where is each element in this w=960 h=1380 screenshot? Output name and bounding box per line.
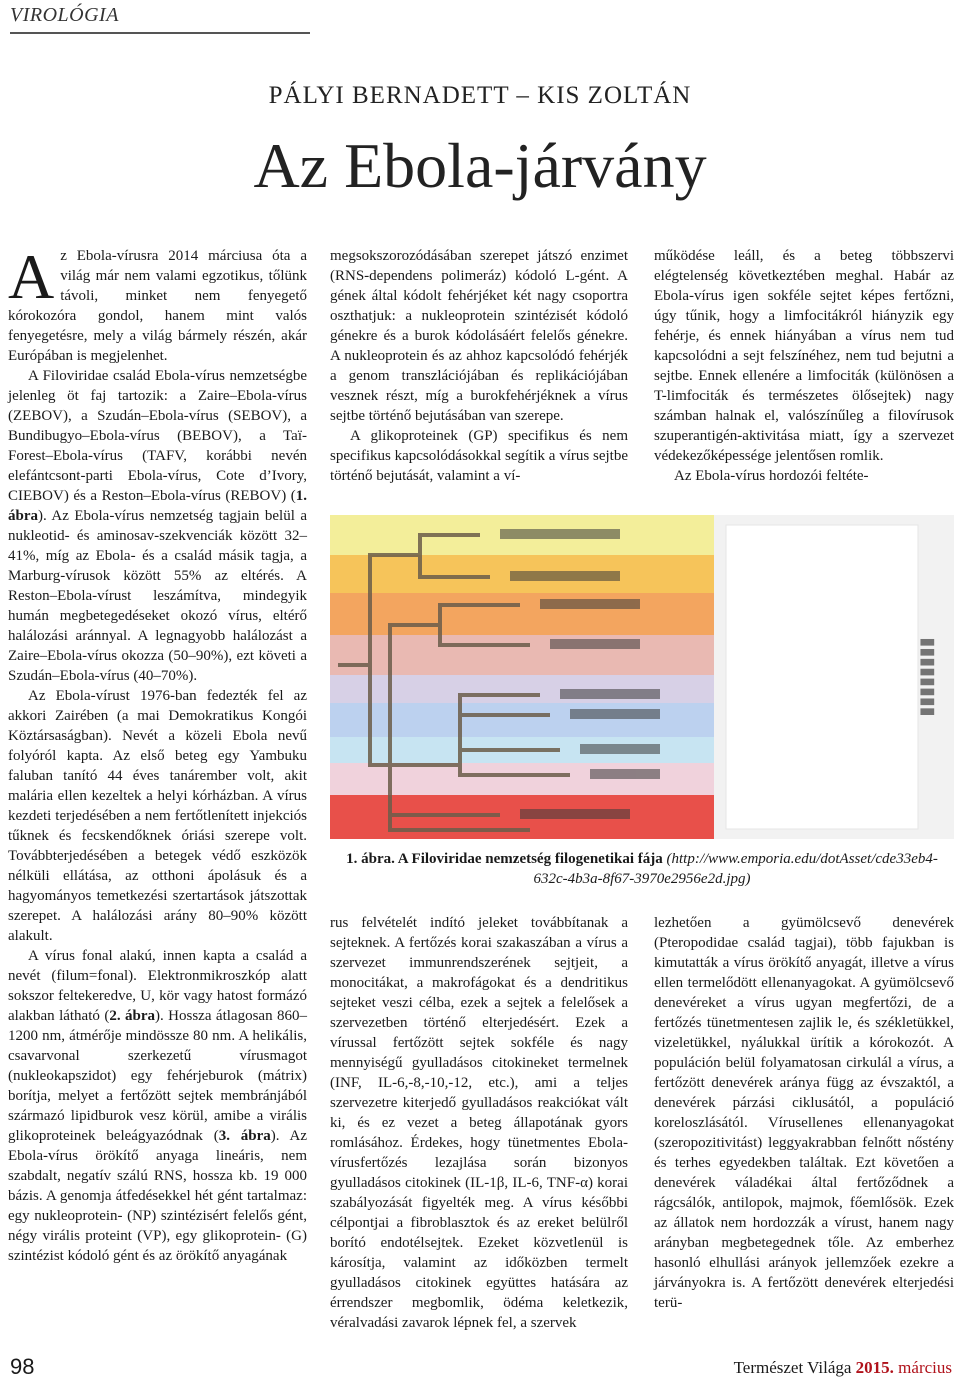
journal-footer	[734, 1358, 952, 1378]
column-3-top	[654, 246, 954, 486]
paragraph-carriers-start: Az Ebola-vírus hordozói feltéte-	[674, 468, 869, 484]
phylogenetic-tree-figure	[330, 515, 954, 839]
paragraph-species: A Filoviridae család Ebola-vírus nemzetségbe jelenleg öt faj tartozik: a Zaire–Ebola-vírus (ZEBOV), a Szudán–Ebola-vírus (SEBOV), a Bundibugyo–Ebola-vírus (BEBOV), a Taï-Forest–Ebola-vírus (TAFV, korábbi nevén elefántcsont-parti Ebola-vírus, Cote d’Ivory, CIEBOV) és a Reston–Ebola-vírus (REBOV) (1. ábra). Az Ebola-vírus nemzetség tagjain belül a nukleotid- és aminosav-szekvenciák között 32–41%, míg az Ebola- és a család másik tagja, a Marburg-vírusok között 55% az eltérés. A Reston–Ebola-vírust leszámítva, mindegyik humán megbetegedéseket okozó vírus, eltérő halálozási aránnyal. A legnagyobb halálozást a Zaire–Ebola-vírus okozza (50–90%), ezt követi a Szudán–Ebola-vírus (40–70%).	[8, 368, 307, 684]
color-band	[330, 635, 714, 675]
paragraph-bats: lezhetően a gyümölcsevő denevérek (Pteropodidae család tagjai), több fajukban is kimutatták a vírus örökítő anyagát, illetve a vírus ellen termelődött ellenanyagokat. A gyümölcsevő denevéreket a vírus ugyan megfertőzi, de a fertőzés tünetmentesen zajlik le, és székletükkel, vizeletükkel, nyálukkal ürítik a kórokozót. A populáción belül folyamatosan cirkulál a vírus, a fertőzött denevérek aránya függ az évszaktól, a denevérek párzási ciklusától, a populáció koreloszlásától. Vírusellenes ellenanyagokat (szeropozitivitást) leggyakrabban felnőtt nőstény és terhes egyedekben találtak. Ezt követően a denevérek váladékai által fertőződnek a rágcsálók, antilopok, majmok, főemlősök. Ezek az állatok nem hordozzák a vírust, hanem nagy arányban megbetegednek tőle. Az emberhez hasonló elhullási arányok jellemzőek ezekre a járványokra is. A fertőzött denevérek elterjedési terü-	[654, 915, 954, 1311]
author-line: PÁLYI BERNADETT – KIS ZOLTÁN	[268, 82, 692, 109]
phylogenetic-tree-image	[330, 515, 954, 839]
paragraph-glycoproteins: A glikoproteinek (GP) specifikus és nem specifikus kapcsolódásokkal segítik a vírus sejtbe történő bejutását, valamint a ví-	[330, 428, 628, 484]
paragraph-immune-response: rus felvételét indító jeleket továbbítanak a sejteknek. A fertőzés korai szakaszában a vírus a szervezet immunrendszerének sejtjeit, a monocitákat, a makrofágokat és a dendritikus sejteket veszi célba, ezek a sejtek a felelősek a szervezetben történő elterjedésért. Ezek a vírussal fertőzött sejtek sokféle és nagy mennyiségű gyulladásos citokineket termelnek (INF, IL-6,-8,-10,-12, etc.), ami a teljes szervezetre kiterjedő gyulladásos reakciókat vált ki, és ez vezet a beteg állapotának gyors romlásához. Érdekes, hogy tünetmentes Ebola-vírusfertőzés lezajlása során bizonyos gyulladásos citokinek (IL-1β, IL-6, TNF-α) korai szabályozását figyelték meg. A vírus későbbi célpontjai a fibroblasztok és az ereket belülről borító endotélsejtek. Ezeket közvetlenül is károsítja, valamint az időközben termelt gyulladásos citokinek együttes hatására az érrendszer megbomlik, ödéma keletkezik, véralvadási zavarok lépnek fel, a szervek	[330, 915, 628, 1331]
intro-paragraph: Az Ebola-vírusra 2014 márciusa óta a világ már nem valami egzotikus, tőlünk távoli, minket nem fenyegető kórokozóra gondol, hanem mint valós fenyegetésre, mely a világ bármely részén, akár Európában is megjelenhet.	[8, 241, 307, 364]
paragraph-genes: megsokszorozódásában szerepet játszó enzimet (RNS-dependens polimeráz) kódoló L-gént. A gének által kódolt fehérjéket két nagy csoportra oszthatjuk: a nukleoprotein szintézisét kódoló génekre és a burok kódolásáért felelős génekre. A nukleoprotein és az ahhoz kapcsolódó fehérjék a genom transzlációjában és replikációjában vesznek részt, míg a burokfehérjéknek a vírus sejtbe történő bejutásában van szerepe.	[330, 248, 628, 424]
figure-caption	[330, 849, 954, 889]
figure-ref: 1. ábra	[8, 488, 307, 524]
journal-month: március	[898, 1358, 952, 1377]
column-2-bottom	[330, 913, 628, 1333]
journal-year: 2015.	[855, 1358, 894, 1377]
svg-text:▮▮▮▮▮▮▮▮: ▮▮▮▮▮▮▮▮	[916, 637, 936, 717]
figure-ref: 3. ábra	[218, 1128, 271, 1144]
drop-cap: A	[8, 241, 55, 312]
figure-ref: 2. ábra	[109, 1008, 155, 1024]
paragraph-structure: A vírus fonal alakú, innen kapta a család a nevét (filum=fonal). Elektronmikroszkóp alatt sokszor feltekeredve, U, kör vagy hatost formázó alakban látható (2. ábra). Hossza átlagosan 860–1200 nm, átmérője mindössze 80 nm. A helikális, csavarvonal szerkezetű vírusmagot (nukleokapszidot) egy fehérjeburok (mátrix) borítja, melyet a fertőzött sejtek membránjából származó lipidburok vesz körül, amibe a virális glikoproteinek beleágyazódnak (3. ábra). Az Ebola-vírus örökítő anyaga lineáris, nem szabdalt, negatív szálú RNS, hossza kb. 19 000 bázis. A genomja átfedésekkel hét gént tartalmaz: egy nukleoprotein- (NP) szintézisért felelős gént, négy virális proteint (VP), egy glikoprotein- (G) szintézist kódoló gént és az örökítő anyagának	[8, 948, 307, 1264]
color-band	[330, 593, 714, 635]
article-title: Az Ebola-járvány	[253, 130, 707, 201]
paragraph-discovery: Az Ebola-vírust 1976-ban fedezték fel az akkori Zairében (a mai Demokratikus Kongói Köztársaságban). Nevét a közeli Ebola nevű folyóról kapta. Az első beteg egy Yambuku faluban tanító 44 éves tanárember volt, akit malária ellen kezeltek a helyi kórházban. A vírus kezdeti terjedésében a nem fertőtlenített injekciós tűknek és fecskendőknek óriási szerepe volt. Továbbterjedésében a betegek védő eszközök nélküli ellátása, az otthoni ápolásuk és a hagyományos temetkezési szertartások játszottak szerepet. A halálozási arány 80–90% között alakult.	[8, 688, 307, 944]
caption-source: (http://www.emporia.edu/dotAsset/cde33eb4-632c-4b3a-8f67-3970e2956e2d.jpg)	[533, 851, 938, 887]
column-3-bottom	[654, 913, 954, 1313]
column-2-top	[330, 246, 628, 486]
column-1	[8, 241, 307, 1266]
page-number: 98	[10, 1354, 35, 1379]
journal-name: Természet Világa	[733, 1358, 852, 1377]
section-label: VIROLÓGIA	[10, 2, 310, 34]
caption-title: 1. ábra. A Filoviridae nemzetség filogenetikai fája	[346, 851, 663, 867]
paragraph-lymphocytes: működése leáll, és a beteg többszervi elégtelenség következtében meghal. Habár az Ebola-vírus igen sokféle sejtet képes fertőzni, úgy tűnik, hogy a limfocitákról hiányzik egy fehérje, és ennek hiányában a vírus nem tud kapcsolódni a sejt felszínéhez, nem tud bejutni a sejtbe. Ennek ellenére a limfociták (különösen a T-limfociták és természetes ölősejtek) nagy számban halnak el, valószínűleg a filovírusok szuperantigén-aktivitása miatt, így a szervezet védekezőképessége jelentősen romlik.	[654, 248, 954, 464]
color-band	[330, 703, 714, 737]
